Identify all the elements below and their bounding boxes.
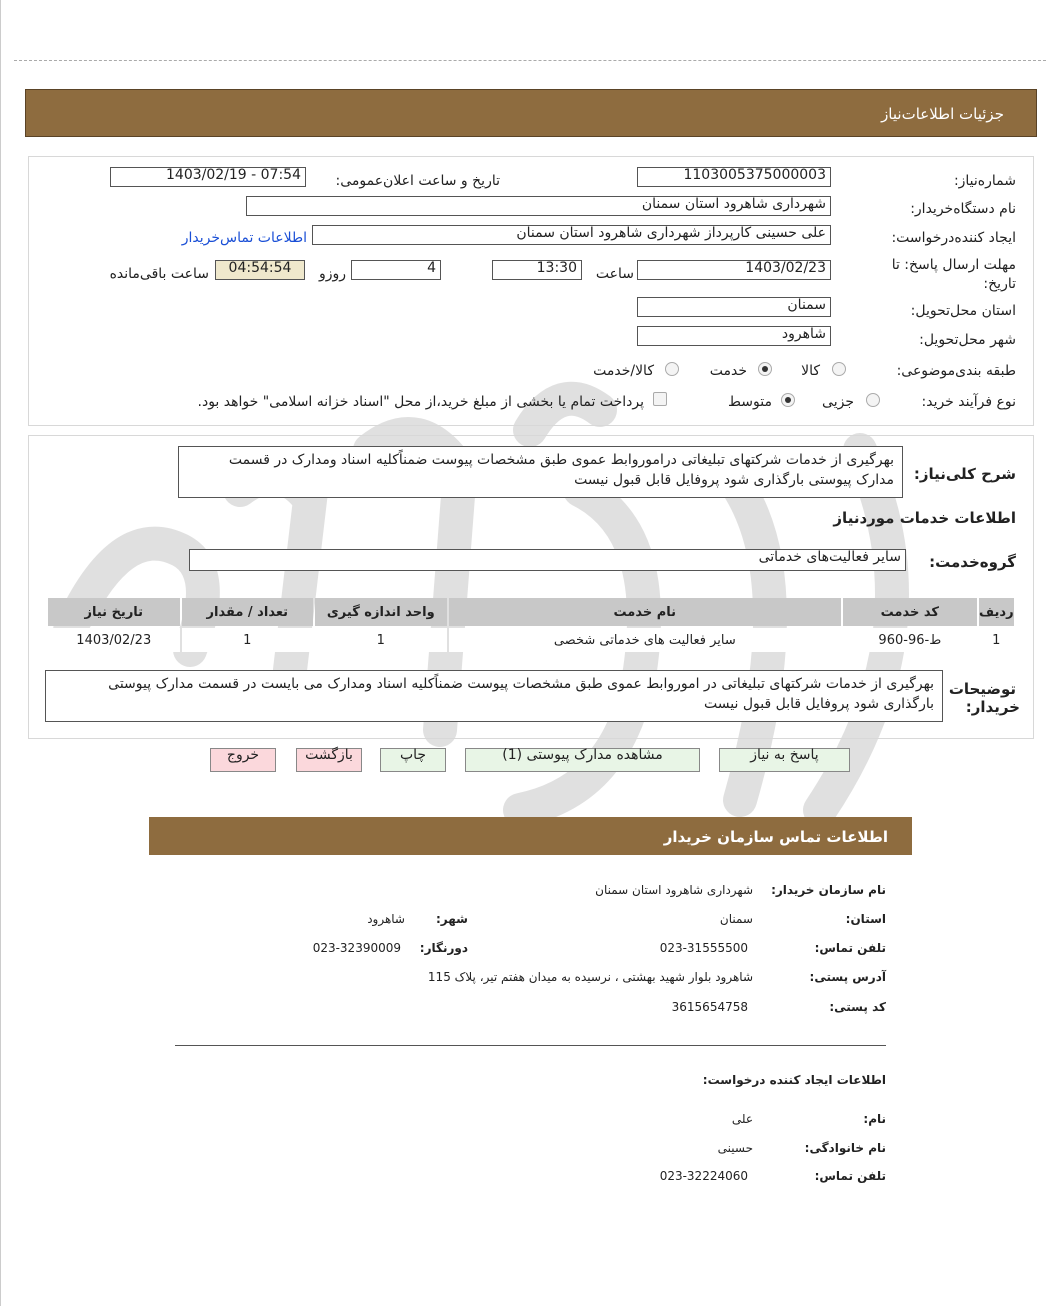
remaining-label: ساعت باقی‌مانده: [109, 266, 209, 282]
announce-field[interactable]: 1403/02/19 - 07:54: [110, 167, 306, 187]
contact-city-value: شاهرود: [367, 912, 405, 926]
summary-label: شرح کلی‌نیاز:: [913, 465, 1016, 483]
creator-family-label: نام خانوادگی:: [804, 1141, 886, 1155]
province-field[interactable]: سمنان: [637, 297, 831, 317]
service-group-field[interactable]: سایر فعالیت‌های خدماتی: [189, 549, 906, 571]
treasury-payment-checkbox[interactable]: [653, 392, 667, 406]
buyer-org-label: نام دستگاه‌خریدار:: [910, 201, 1016, 217]
contact-org-value: شهرداری شاهرود استان سمنان: [595, 883, 753, 897]
exit-button[interactable]: خروج: [210, 748, 276, 772]
deadline-time-field[interactable]: 13:30: [492, 260, 582, 280]
contact-fax-value: 023-32390009: [312, 941, 401, 955]
deadline-label-2: تاریخ:: [983, 276, 1016, 292]
need-number-label: شماره‌نیاز:: [953, 173, 1016, 189]
top-divider: [14, 60, 1046, 61]
process-radio-medium[interactable]: [781, 393, 795, 407]
treasury-payment-note: پرداخت تمام یا بخشی از مبلغ خرید،از محل "اسناد خزانه اسلامی" خواهد بود.: [197, 394, 644, 410]
category-radio-goods-service[interactable]: [665, 362, 679, 376]
col-unit: واحد اندازه گیری: [315, 598, 447, 626]
need-number-field[interactable]: 1103005375000003: [637, 167, 831, 187]
cell-need-date: 1403/02/23: [48, 628, 180, 652]
deadline-date-field[interactable]: 1403/02/23: [637, 260, 831, 280]
days-label: روزو: [318, 266, 346, 282]
category-option-goods: کالا: [801, 363, 820, 379]
announce-label: تاریخ و ساعت اعلان‌عمومی:: [335, 173, 500, 189]
buyer-org-field[interactable]: شهرداری شاهرود استان سمنان: [246, 196, 831, 216]
contact-province-label: استان:: [845, 912, 886, 926]
back-button[interactable]: بازگشت: [296, 748, 362, 772]
process-option-medium: متوسط: [728, 394, 772, 410]
buyer-notes-text: بهرگیری از خدمات شرکتهای تبلیغاتی در اموروابط عموی طبق مشخصات پیوست ضمناًکلیه اسناد ومدارک می بایست در قسمت مدارک پیوستی بارگذاری شود پروفایل قابل قبول نیست: [45, 670, 943, 722]
city-label: شهر محل‌تحویل:: [919, 332, 1016, 348]
services-heading: اطلاعات خدمات موردنیاز: [833, 509, 1016, 527]
table-row: [48, 628, 1014, 652]
category-option-service: خدمت: [709, 363, 747, 379]
print-button[interactable]: چاپ: [380, 748, 446, 772]
service-group-label: گروه‌خدمت:: [929, 553, 1016, 571]
process-label: نوع فرآیند خرید:: [921, 394, 1016, 410]
contact-postal-label: کد پستی:: [829, 1000, 886, 1014]
creator-phone-label: تلفن تماس:: [814, 1169, 886, 1183]
category-label: طبقه بندی‌موضوعی:: [896, 363, 1016, 379]
contact-city-label: شهر:: [436, 912, 468, 926]
services-table: [46, 596, 1016, 654]
contact-org-label: نام سازمان خریدار:: [771, 883, 886, 897]
creator-info-heading: اطلاعات ایجاد کننده درخواست:: [702, 1073, 886, 1087]
cell-service-code: ط-96-960: [843, 628, 977, 652]
contact-phone-value: 023-31555500: [659, 941, 748, 955]
contact-fax-label: دورنگار:: [419, 941, 468, 955]
time-label: ساعت: [595, 266, 634, 282]
page-title: جزئیات اطلاعات‌نیاز: [881, 105, 1004, 123]
cell-quantity: 1: [182, 628, 314, 652]
contact-province-value: سمنان: [719, 912, 753, 926]
buyer-notes-label-2: خریدار:: [965, 698, 1020, 716]
col-quantity: تعداد / مقدار: [182, 598, 314, 626]
creator-label: ایجاد کننده‌درخواست:: [891, 230, 1016, 246]
cell-service-name: سایر فعالیت های خدماتی شخصی: [449, 628, 842, 652]
category-option-goods-service: کالا/خدمت: [593, 363, 654, 379]
cell-row-number: 1: [979, 628, 1014, 652]
city-field[interactable]: شاهرود: [637, 326, 831, 346]
col-need-date: تاریخ نیاز: [48, 598, 180, 626]
process-option-minor: جزیی: [822, 394, 854, 410]
col-row-number: ردیف: [979, 598, 1014, 626]
contact-title-bar: [149, 817, 912, 855]
col-service-name: نام خدمت: [449, 598, 842, 626]
attachments-button[interactable]: مشاهده مدارک پیوستی (1): [465, 748, 700, 772]
table-header-row: [48, 598, 1014, 626]
remaining-time-field: 04:54:54: [215, 260, 305, 280]
page-title-bar: [25, 89, 1037, 137]
contact-address-value: شاهرود بلوار شهید بهشتی ، نرسیده به میدان هفتم تیر، پلاک 115: [427, 970, 753, 984]
contact-divider: [175, 1045, 886, 1046]
left-border: [0, 0, 1, 1306]
creator-name-value: علی: [731, 1112, 753, 1126]
category-radio-service[interactable]: [758, 362, 772, 376]
contact-address-label: آدرس پستی:: [809, 970, 886, 984]
cell-unit: 1: [315, 628, 447, 652]
days-field[interactable]: 4: [351, 260, 441, 280]
summary-text: بهرگیری از خدمات شرکتهای تبلیغاتی دراموروابط عموی طبق مشخصات پیوست ضمناًکلیه اسناد ومدارک در قسمت مدارک پیوستی بارگذاری شود پروفایل قابل قبول نیست: [178, 446, 903, 498]
process-radio-minor[interactable]: [866, 393, 880, 407]
province-label: استان محل‌تحویل:: [910, 303, 1016, 319]
contact-phone-label: تلفن تماس:: [814, 941, 886, 955]
creator-phone-value: 023-32224060: [659, 1169, 748, 1183]
col-service-code: کد خدمت: [843, 598, 977, 626]
category-radio-goods[interactable]: [832, 362, 846, 376]
buyer-contact-link[interactable]: اطلاعات تماس‌خریدار: [181, 230, 307, 246]
reply-button[interactable]: پاسخ به نیاز: [719, 748, 850, 772]
contact-title: اطلاعات تماس سازمان خریدار: [663, 828, 888, 846]
creator-family-value: حسینی: [717, 1141, 753, 1155]
contact-postal-value: 3615654758: [671, 1000, 748, 1014]
deadline-label: مهلت ارسال پاسخ: تا: [891, 257, 1016, 273]
buyer-notes-label: توضیحات: [948, 680, 1016, 698]
creator-field[interactable]: علی حسینی کارپرداز شهرداری شاهرود استان سمنان: [312, 225, 831, 245]
creator-name-label: نام:: [863, 1112, 886, 1126]
